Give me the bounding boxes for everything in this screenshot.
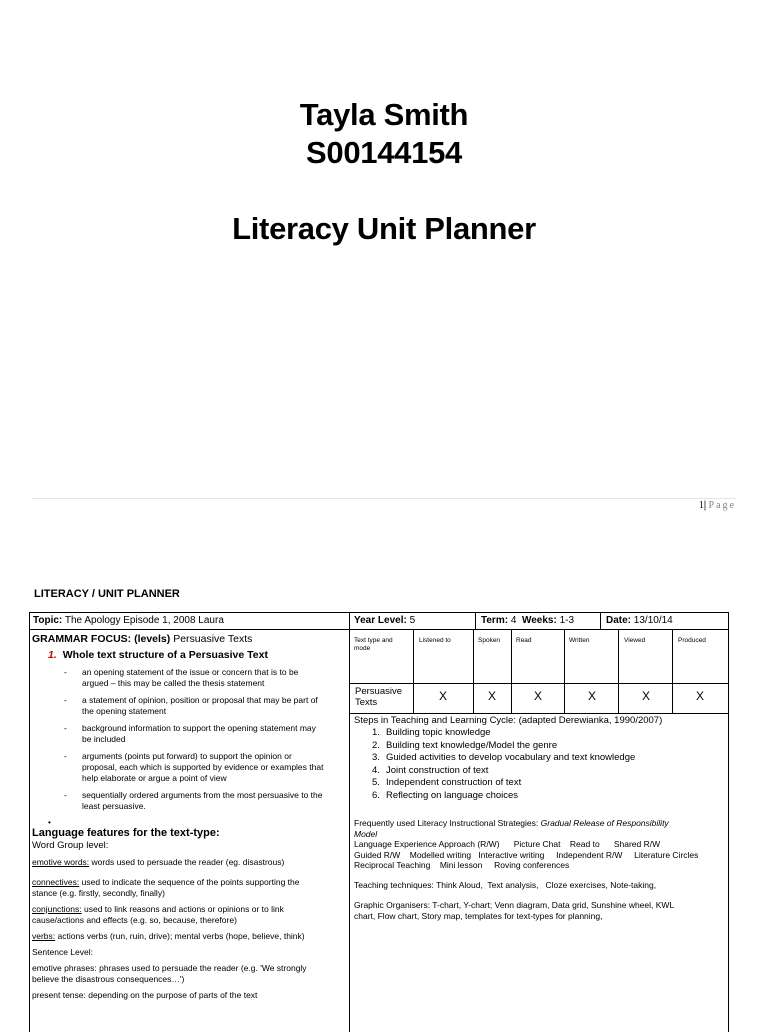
bullet-line: arguments (points put forward) to support the opinion or — [82, 751, 292, 761]
footer-rule — [32, 498, 736, 499]
conjunctions-desc: cause/actions and effects (e.g. so, because, therefore) — [32, 915, 237, 925]
steps-list — [354, 727, 726, 802]
header-divider-date — [600, 612, 601, 630]
structure-bullet: - sequentially ordered arguments from the most persuasive to the least persuasive. — [64, 790, 323, 811]
verbs-item — [32, 931, 347, 942]
conjunctions-term: conjunctions: — [32, 904, 82, 914]
step-text: Building topic knowledge — [386, 727, 491, 738]
modes-first-header: Text type and mode — [354, 637, 393, 652]
header-divider-term — [475, 612, 476, 630]
mode-header: Read — [516, 637, 532, 644]
steps-title: Steps in Teaching and Learning Cycle: (adapted Derewianka, 1990/2007) — [354, 715, 663, 726]
step-item — [372, 777, 726, 790]
strategies-line: Language Experience Approach (R/W) Picture Chat Read to Shared R/W — [354, 839, 661, 849]
mode-mark: X — [641, 689, 650, 703]
emotive-words-item — [32, 857, 347, 868]
topic-value: The Apology Episode 1, 2008 Laura — [64, 615, 224, 626]
graphic-organisers-line: Graphic Organisers: T-chart, Y-chart; Venn diagram, Data grid, Sunshine wheel, KWL — [354, 900, 675, 910]
grammar-focus-value: Persuasive Texts — [173, 633, 253, 645]
empty-bullet: • — [48, 818, 51, 827]
date-cell — [606, 615, 673, 627]
present-tense-item: present tense: depending on the purpose of parts of the text — [32, 990, 258, 1000]
grammar-focus-section — [32, 633, 347, 1001]
graphic-organisers — [354, 900, 726, 921]
teaching-techniques: Teaching techniques: Think Aloud, Text analysis, Cloze exercises, Note-taking, — [354, 879, 657, 890]
grammar-focus-heading — [32, 633, 347, 645]
strategies-line: Reciprocal Teaching Mini lesson Roving conferences — [354, 860, 570, 870]
weeks-label: Weeks: — [521, 615, 557, 626]
emotive-phrases-line: believe the disastrous consequences…') — [32, 974, 185, 984]
modes-col-divider — [672, 629, 673, 714]
mode-mark: X — [533, 689, 542, 703]
term-weeks-cell — [481, 615, 574, 627]
step-text: Independent construction of text — [386, 777, 522, 788]
step-number: 5. — [372, 777, 380, 788]
mode-header: Written — [569, 637, 590, 644]
modes-col-divider — [618, 629, 619, 714]
step-text: Guided activities to develop vocabulary and text knowledge — [386, 752, 636, 763]
language-features-heading: Language features for the text-type: — [32, 827, 220, 839]
bullet-line: background information to support the opening statement may — [82, 723, 316, 733]
bullet-line: least persuasive. — [82, 801, 146, 811]
planner-table — [29, 612, 729, 1032]
page-separator: | — [703, 500, 707, 511]
author-name: Tayla Smith — [299, 97, 469, 132]
table-border-top — [29, 612, 729, 613]
connectives-desc: stance (e.g. firstly, secondly, finally) — [32, 888, 165, 898]
term-label: Term: — [481, 615, 509, 626]
modes-col-divider — [473, 629, 474, 714]
strategies-block — [354, 818, 726, 871]
emotive-words-desc: words used to persuade the reader (eg. disastrous) — [91, 857, 285, 867]
bullet-line: argued – this may be called the thesis statement — [82, 678, 265, 688]
page-number-value: 1 — [698, 500, 704, 511]
step-text: Joint construction of text — [386, 764, 489, 776]
step-text: Reflecting on language choices — [386, 789, 519, 801]
weeks-value: 1-3 — [559, 615, 575, 626]
connectives-desc: used to indicate the sequence of the points supporting the — [81, 877, 300, 887]
structure-title: Whole text structure of a Persuasive Text — [62, 649, 268, 661]
mode-header: Spoken — [478, 637, 501, 644]
table-row-divider — [29, 629, 729, 630]
modes-row-label: Persuasive Texts — [355, 686, 402, 708]
step-item — [372, 752, 726, 765]
planner-header: LITERACY / UNIT PLANNER — [34, 588, 180, 600]
step-number: 6. — [372, 789, 380, 801]
strategies-line: Guided R/W Modelled writing Interactive writing Independent R/W Literature Circles — [354, 849, 699, 860]
step-item — [372, 765, 726, 778]
connectives-term: connectives: — [32, 877, 80, 887]
mode-mark: X — [438, 689, 447, 703]
structure-number: 1. — [48, 649, 57, 661]
step-item — [372, 790, 726, 803]
step-number: 4. — [372, 764, 380, 776]
topic-label: Topic: — [33, 615, 63, 626]
year-level-cell — [354, 615, 415, 627]
student-id: S00144154 — [306, 135, 462, 170]
term-value: 4 — [510, 615, 517, 626]
strategies-label: Frequently used Literacy Instructional Strategies: — [354, 818, 539, 828]
conjunctions-desc: used to link reasons and actions or opinions or to link — [84, 904, 284, 914]
verbs-desc: actions verbs (run, ruin, drive); mental verbs (hope, believe, think) — [57, 931, 305, 941]
structure-bullet: - a statement of opinion, position or proposal that may be part of the opening statement — [64, 695, 318, 716]
date-value: 13/10/14 — [633, 615, 673, 626]
date-label: Date: — [606, 615, 632, 626]
topic-cell — [33, 615, 224, 627]
year-level-label: Year Level: — [354, 615, 407, 626]
step-item — [372, 727, 726, 740]
bullet-line: proposal, each which is supported by evidence or examples that — [82, 762, 324, 772]
step-item — [372, 740, 726, 753]
bullet-line: an opening statement of the issue or concern that is to be — [82, 667, 299, 677]
page-number — [699, 500, 736, 511]
teaching-cycle-section — [354, 715, 726, 921]
mode-mark: X — [487, 689, 496, 703]
connectives-item — [32, 877, 347, 899]
bullet-line: help elaborate or argue a point of view — [82, 773, 227, 783]
grammar-focus-label: GRAMMAR FOCUS: (levels) — [32, 633, 171, 645]
structure-bullet: - arguments (points put forward) to support the opinion or proposal, each which is supported by evidence or examples that help elaborate or argue a point of view — [64, 751, 324, 783]
modes-col-divider — [511, 629, 512, 714]
bullet-line: be included — [82, 734, 126, 744]
step-text: Building text knowledge/Model the genre — [386, 739, 558, 751]
bullet-line: the opening statement — [82, 706, 167, 716]
emotive-phrases-item — [32, 963, 347, 985]
strategies-model: Gradual Release of Responsibility — [540, 818, 669, 828]
modes-col-divider — [564, 629, 565, 714]
document-title: Literacy Unit Planner — [232, 211, 536, 246]
mode-header: Listened to — [419, 637, 451, 644]
mode-header: Produced — [678, 637, 706, 644]
word-group-label: Word Group level: — [32, 840, 109, 851]
page-word: Page — [708, 500, 736, 511]
year-level-value: 5 — [409, 615, 416, 626]
structure-heading — [48, 649, 347, 661]
graphic-organisers-line: chart, Flow chart, Story map, templates for text-types for planning, — [354, 910, 603, 921]
conjunctions-item — [32, 904, 347, 926]
table-border-left — [29, 612, 30, 1032]
step-number: 1. — [372, 727, 380, 738]
bullet-line: a statement of opinion, position or proposal that may be part of — [82, 695, 318, 705]
bullet-line: sequentially ordered arguments from the most persuasive to the — [82, 790, 323, 800]
step-number: 2. — [372, 739, 380, 751]
table-column-divider — [349, 612, 350, 1032]
modes-col-divider — [413, 629, 414, 714]
step-number: 3. — [372, 752, 380, 763]
structure-bullet: - an opening statement of the issue or concern that is to be argued – this may be called the thesis statement — [64, 667, 299, 688]
mode-mark: X — [695, 689, 704, 703]
table-border-right — [728, 612, 729, 1032]
emotive-words-term: emotive words: — [32, 857, 90, 867]
emotive-phrases-line: emotive phrases: phrases used to persuade the reader (e.g. 'We strongly — [32, 963, 307, 973]
strategies-model: Model — [354, 828, 378, 839]
mode-mark: X — [587, 689, 596, 703]
verbs-term: verbs: — [32, 931, 56, 941]
sentence-level-label: Sentence Level: — [32, 947, 93, 957]
mode-header: Viewed — [624, 637, 646, 644]
structure-bullet: - background information to support the opening statement may be included — [64, 723, 316, 744]
